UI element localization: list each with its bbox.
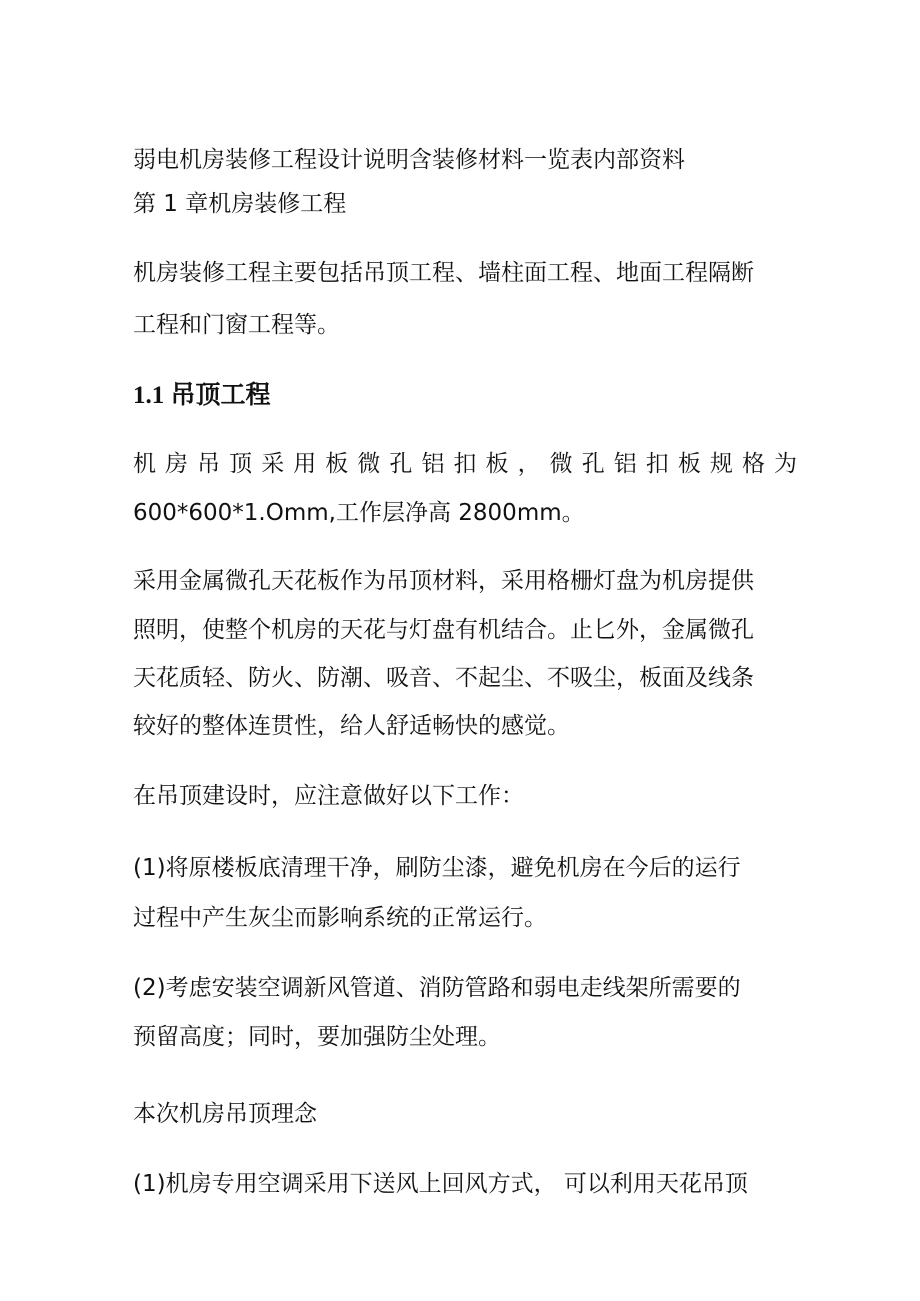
intro-line-1: 机房装修工程主要包括吊顶工程、墙柱面工程、地面工程隔断	[133, 260, 754, 286]
section-heading: 1.1 吊顶工程	[133, 382, 271, 409]
material-line-4: 较好的整体连贯性，给人舒适畅快的感觉。	[133, 713, 570, 739]
chapter-title: 第 1 章机房装修工程	[133, 191, 347, 217]
notice-lead: 在吊顶建设时，应注意做好以下工作：	[133, 783, 524, 809]
intro-line-2: 工程和门窗工程等。	[133, 312, 340, 338]
material-line-1: 采用金属微孔天花板作为吊顶材料，采用格栅灯盘为机房提供	[133, 568, 754, 594]
concept-title: 本次机房吊顶理念	[133, 1101, 317, 1127]
spec-line-2: 600*600*1.Omm,工作层净高 2800mm。	[133, 500, 585, 526]
document-title: 弱电机房装修工程设计说明含装修材料一览表内部资料	[133, 147, 685, 173]
item1-line-2: 过程中产生灰尘而影响系统的正常运行。	[133, 905, 547, 931]
spec-line-1: 机房吊顶采用板微孔铝扣板，微孔铝扣板规格为	[133, 451, 797, 477]
concept-item1-line: (1)机房专用空调采用下送风上回风方式， 可以利用天花吊顶	[133, 1171, 748, 1197]
item2-line-1: (2)考虑安装空调新风管道、消防管路和弱电走线架所需要的	[133, 975, 741, 1001]
material-line-3: 天花质轻、防火、防潮、吸音、不起尘、不吸尘，板面及线条	[133, 665, 754, 691]
item1-line-1: (1)将原楼板底清理干净，刷防尘漆，避免机房在今后的运行	[133, 855, 741, 881]
material-line-2: 照明，使整个机房的天花与灯盘有机结合。止匕外，金属微孔	[133, 617, 754, 643]
item2-line-2: 预留高度；同时，要加强防尘处理。	[133, 1024, 501, 1050]
